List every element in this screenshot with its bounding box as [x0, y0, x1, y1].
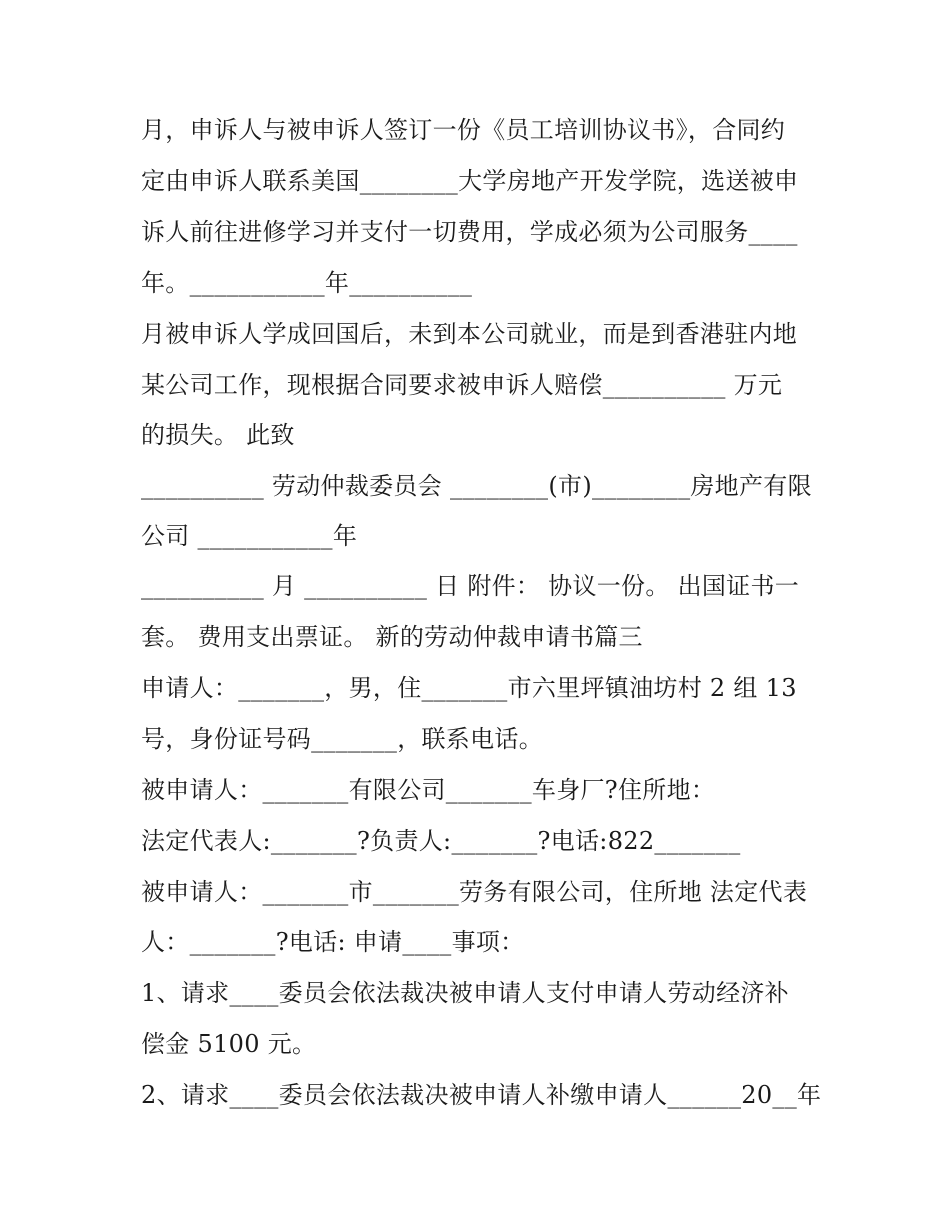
- text-line: 月，申诉人与被申诉人签订一份《员工培训协议书》，合同约: [141, 116, 786, 144]
- text-line: 公司 ___________年: [141, 522, 358, 550]
- text-line: 1、请求____委员会依法裁决被申请人支付申请人劳动经济补: [141, 979, 789, 1007]
- text-line: 套。 费用支出票证。 新的劳动仲裁申请书篇三: [141, 623, 643, 651]
- text-line: 被申请人：_______有限公司_______车身厂?住所地：: [141, 776, 716, 804]
- text-line: 号，身份证号码_______，联系电话。: [141, 725, 543, 753]
- text-line: 法定代表人:_______?负责人:_______?电话:822_______: [141, 827, 741, 855]
- text-line: 定由申诉人联系美国________大学房地产开发学院，选送被申: [141, 167, 799, 195]
- text-line: 的损失。 此致: [141, 421, 295, 449]
- text-line: 年。___________年__________: [141, 269, 473, 297]
- text-line: 申请人：_______，男，住_______市六里坪镇油坊村 2 组 13: [141, 674, 797, 702]
- text-line: 人：_______?电话: 申请____事项：: [141, 928, 525, 956]
- text-line: 被申请人：_______市_______劳务有限公司，住所地 法定代表: [141, 878, 808, 906]
- text-line: 2、请求____委员会依法裁决被申请人补缴申请人______20__年: [141, 1081, 822, 1109]
- text-line: 月被申诉人学成回国后，未到本公司就业，而是到香港驻内地: [141, 320, 798, 348]
- text-line: __________ 月 __________ 日 附件： 协议一份。 出国证书一: [141, 572, 800, 600]
- text-line: 偿金 5100 元。: [141, 1030, 317, 1058]
- text-line: 诉人前往进修学习并支付一切费用，学成必须为公司服务____: [141, 218, 798, 246]
- text-line: __________ 劳动仲裁委员会 ________(市)________房地产有限: [141, 472, 812, 500]
- text-line: 某公司工作，现根据合同要求被申诉人赔偿__________ 万元: [141, 371, 783, 399]
